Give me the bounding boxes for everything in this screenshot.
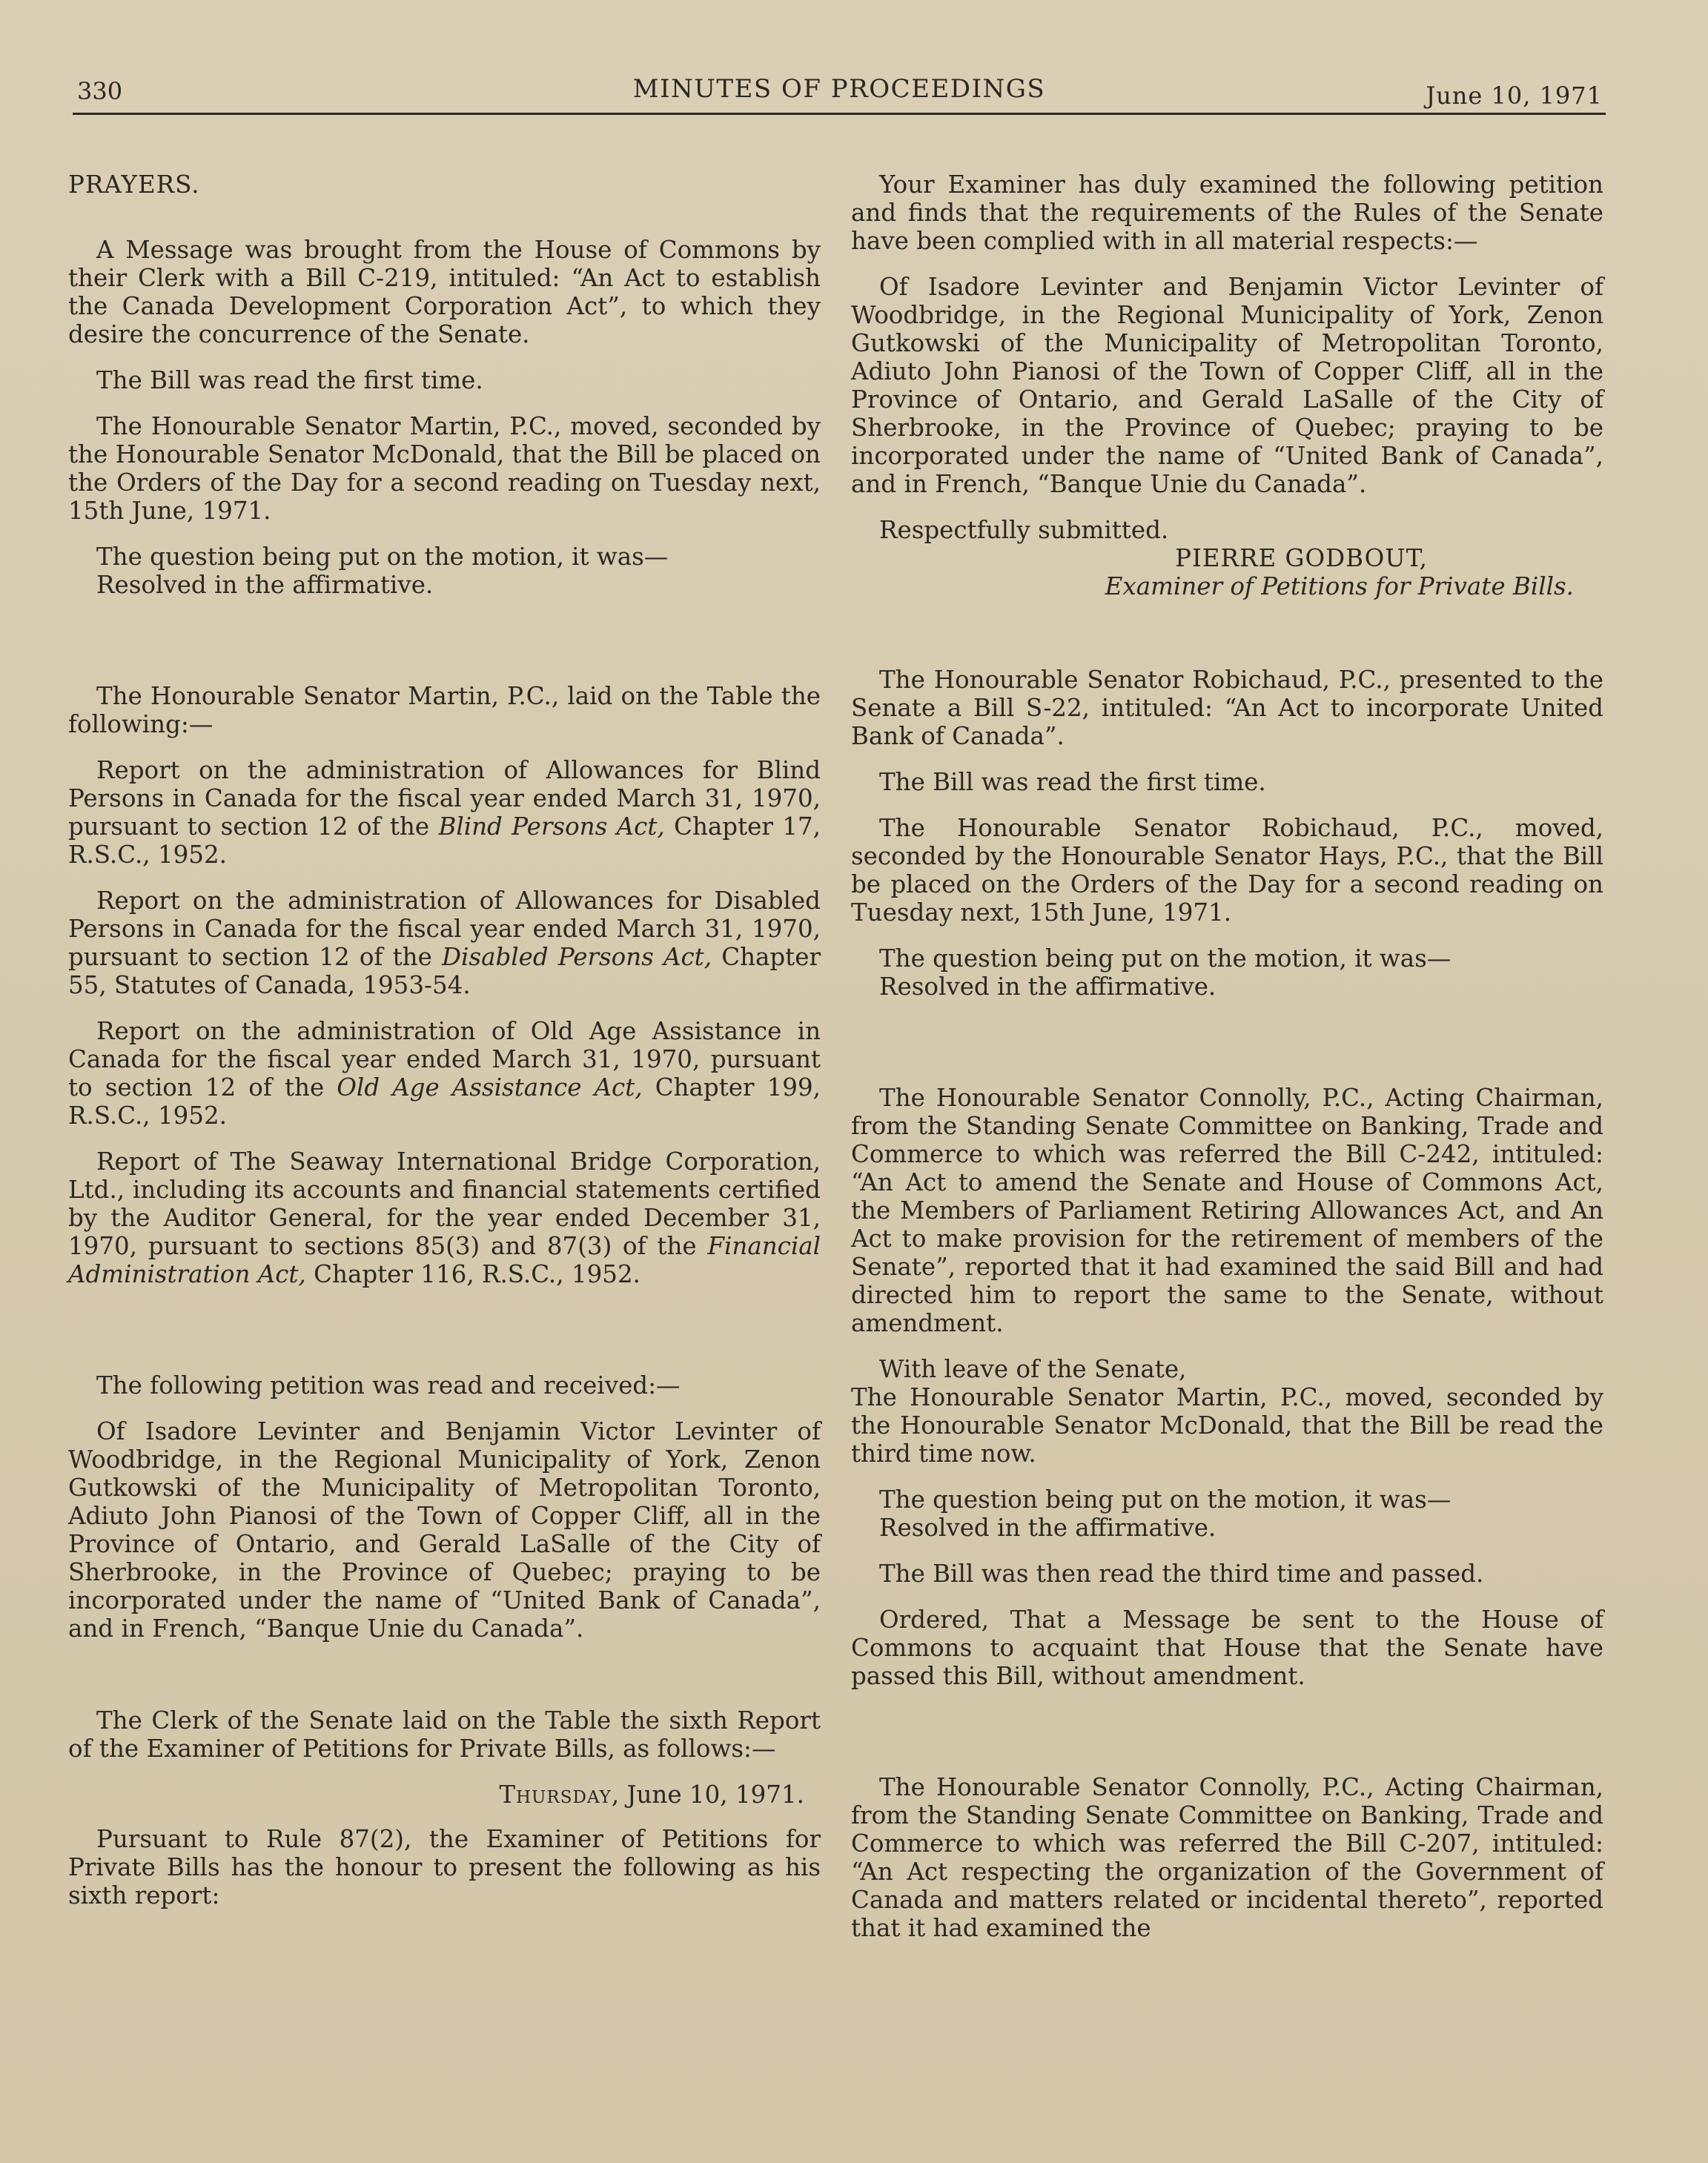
report-date: Thursday, June 10, 1971. [499,1781,804,1809]
paragraph-question: The question being put on the motion, it was— [879,1485,1452,1514]
section-gap [68,1306,821,1371]
header-date: June 10, 1971 [1426,82,1603,110]
right-column [851,170,1603,1960]
section-gap [851,1018,1603,1084]
report-seaway-bridge: Report of The Seaway International Bridge Corporation, Ltd., including its accounts and financial statements certified by the Auditor General, for the year ended December 31, 1970, pursuant to sections 85(3) and 87(3) of the Financial Administration Act, Chapter 116, R.S.C., 1952. [68,1147,821,1288]
section-gap [68,617,821,682]
paragraph-first-reading: The Bill was read the first time. [96,366,483,394]
paragraph-bill-s22: The Honourable Senator Robichaud, P.C., presented to the Senate a Bill S-22, intituled: “An Act to incorporate United Bank of Canada”. [851,666,1603,750]
paragraph-clerk-report: The Clerk of the Senate laid on the Table the sixth Report of the Examiner of Petitions for Private Bills, as follows:— [68,1706,821,1763]
running-title: MINUTES OF PROCEEDINGS [632,74,1046,104]
paragraph-motion: The Honourable Senator Martin, P.C., moved, seconded by the Honourable Senator McDonald, that the Bill be placed on the Orders of the Day for a second reading on Tuesday next, 15th June, 1971. [68,412,821,525]
report-disabled-persons: Report on the administration of Allowances for Disabled Persons in Canada for the fiscal year ended March 31, 1970, pursuant to section 12 of the Disabled Persons Act, Chapter 55, Statutes of Canada, 1953-54. [68,887,821,999]
paragraph-leave: With leave of the Senate, [879,1355,1187,1383]
section-gap [68,1660,821,1706]
paragraph-resolved: Resolved in the affirmative. [96,571,434,599]
paragraph-petition-text: Of Isadore Levinter and Benjamin Victor Levinter of Woodbridge, in the Regional Municipality of York, Zenon Gutkowski of the Municipality of Metropolitan Toronto, Adiuto John Pianosi of the Town of Copper Cliff, all in the Province of Ontario, and Gerald LaSalle of the City of Sherbrooke, in the Province of Quebec; praying to be incorporated under the name of “United Bank of Canada”, and in French, “Banque Unie du Canada”. [68,1417,821,1643]
paragraph-message: A Message was brought from the House of Commons by their Clerk with a Bill C-219, intituled: “An Act to establish the Canada Development Corporation Act”, to which they desire the concurrence of the Senate. [68,236,821,348]
left-column [68,170,821,1927]
paragraph-third-reading-motion: The Honourable Senator Martin, P.C., moved, seconded by the Honourable Senator McDonald, that the Bill be read the third time now. [851,1383,1603,1468]
paragraph-resolved: Resolved in the affirmative. [879,1514,1217,1542]
report-blind-persons: Report on the administration of Allowances for Blind Persons in Canada for the fiscal year ended March 31, 1970, pursuant to section 12 of the Blind Persons Act, Chapter 17, R.S.C., 1952. [68,756,821,869]
paragraph-first-reading: The Bill was read the first time. [879,768,1266,796]
paragraph-question: The question being put on the motion, it was— [879,944,1452,973]
paragraph-question: The question being put on the motion, it was— [96,543,669,571]
signature-title: Examiner of Petitions for Private Bills. [1105,572,1574,600]
paragraph-resolved: Resolved in the affirmative. [879,973,1217,1001]
paragraph-ordered: Ordered, That a Message be sent to the House of Commons to acquaint that House that the Senate have passed this Bill, without amendment. [851,1606,1603,1690]
paragraph-petition-received: The following petition was read and received:— [96,1371,681,1400]
paragraph-submitted: Respectfully submitted. [879,516,1169,544]
paragraph-committee-report-c207: The Honourable Senator Connolly, P.C., Acting Chairman, from the Standing Senate Committee on Banking, Trade and Commerce to which was referred the Bill C-207, intituled: “An Act respecting the organization of the Government of Canada and matters related or incidental thereto”, reported that it had examined the [851,1773,1603,1942]
report-old-age-assistance: Report on the administration of Old Age Assistance in Canada for the fiscal year ended March 31, 1970, pursuant to section 12 of the Old Age Assistance Act, Chapter 199, R.S.C., 1952. [68,1017,821,1130]
paragraph-pursuant: Pursuant to Rule 87(2), the Examiner of Petitions for Private Bills has the honour to present the following as his sixth report: [68,1825,821,1909]
paragraph-motion: The Honourable Senator Robichaud, P.C., moved, seconded by the Honourable Senator Hays, P.C., that the Bill be placed on the Orders of the Day for a second reading on Tuesday next, 15th June, 1971. [851,814,1603,927]
page-header [73,74,1606,115]
paragraph-petition-text: Of Isadore Levinter and Benjamin Victor Levinter of Woodbridge, in the Regional Municipality of York, Zenon Gutkowski of the Municipality of Metropolitan Toronto, Adiuto John Pianosi of the Town of Copper Cliff, all in the Province of Ontario, and Gerald LaSalle of the City of Sherbrooke, in the Province of Quebec; praying to be incorporated under the name of “United Bank of Canada”, and in French, “Banque Unie du Canada”. [851,273,1603,498]
signature-name: PIERRE GODBOUT, [1175,544,1428,572]
paragraph-passed: The Bill was then read the third time and passed. [879,1560,1484,1588]
paragraph-examiner: Your Examiner has duly examined the following petition and finds that the requirements of the Rules of the Senate have been complied with in all material respects:— [851,170,1603,255]
section-gap [851,600,1603,666]
section-gap [851,1708,1603,1773]
prayers-heading: PRAYERS. [68,170,200,199]
paragraph-tabled: The Honourable Senator Martin, P.C., laid on the Table the following:— [68,682,821,738]
paragraph-committee-report-c242: The Honourable Senator Connolly, P.C., Acting Chairman, from the Standing Senate Committee on Banking, Trade and Commerce to which was referred the Bill C-242, intituled: “An Act to amend the Senate and House of Commons Act, the Members of Parliament Retiring Allowances Act, and An Act to make provision for the retirement of members of the Senate”, reported that it had examined the said Bill and had directed him to report the same to the Senate, without amendment. [851,1084,1603,1337]
page-number: 330 [77,77,123,105]
